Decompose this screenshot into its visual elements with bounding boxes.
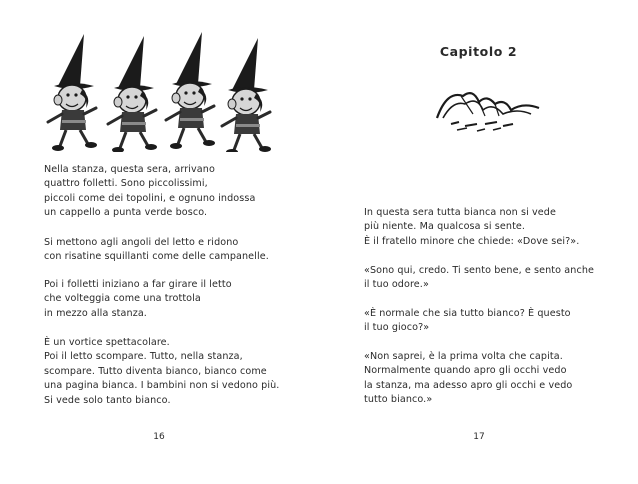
page-number: 17 — [473, 432, 485, 442]
bed-sheets-illustration — [433, 84, 543, 136]
paragraph-1 — [364, 206, 579, 249]
text-line: in mezzo alla stanza. — [44, 307, 147, 319]
paragraph-4 — [44, 336, 279, 408]
text-line: che volteggia come una trottola — [44, 293, 201, 305]
text-line: quattro folletti. Sono piccolissimi, — [44, 178, 208, 190]
text-line: Si vede solo tanto bianco. — [44, 394, 171, 406]
paragraph-2 — [364, 264, 594, 293]
text-line: un cappello a punta verde bosco. — [44, 207, 208, 219]
text-line: «Sono qui, credo. Ti sento bene, e sento anche — [364, 265, 595, 276]
text-line: il tuo odore.» — [364, 279, 429, 291]
text-line: piccoli come dei topolini, e ognuno indossa — [44, 192, 256, 204]
text-line: una pagina bianca. I bambini non si vedono più. — [44, 380, 280, 392]
paragraph-1 — [44, 163, 255, 221]
paragraph-3 — [364, 307, 571, 336]
page-number: 16 — [153, 432, 165, 442]
text-line: Nella stanza, questa sera, arrivano — [44, 164, 215, 175]
paragraph-2 — [44, 236, 269, 265]
text-line: Poi i folletti iniziano a far girare il letto — [44, 279, 232, 290]
text-line: È il fratello minore che chiede: «Dove sei?». — [364, 235, 580, 247]
right-page — [319, 0, 638, 484]
text-line: la stanza, ma adesso apro gli occhi e vedo — [364, 379, 573, 391]
text-line: Poi il letto scompare. Tutto, nella stanza, — [44, 351, 243, 363]
text-line: con risatine squillanti come delle campanelle. — [44, 251, 269, 263]
text-line: Si mettono agli angoli del letto e ridono — [44, 237, 239, 248]
text-line: In questa sera tutta bianca non si vede — [364, 207, 556, 218]
paragraph-3 — [44, 278, 232, 321]
text-line: Normalmente quando apro gli occhi vedo — [364, 365, 567, 377]
text-line: più niente. Ma qualcosa si sente. — [364, 221, 526, 233]
text-line: È un vortice spettacolare. — [44, 337, 170, 348]
text-line: scompare. Tutto diventa bianco, bianco come — [44, 365, 267, 377]
text-line: «È normale che sia tutto bianco? È questo — [364, 308, 571, 319]
paragraph-4 — [364, 350, 572, 408]
four-gnomes-illustration — [44, 32, 276, 152]
chapter-title: Capitolo 2 — [439, 44, 518, 59]
text-line: «Non saprei, è la prima volta che capita. — [364, 351, 563, 362]
text-line: il tuo gioco?» — [364, 322, 430, 334]
text-line: tutto bianco.» — [364, 394, 433, 406]
